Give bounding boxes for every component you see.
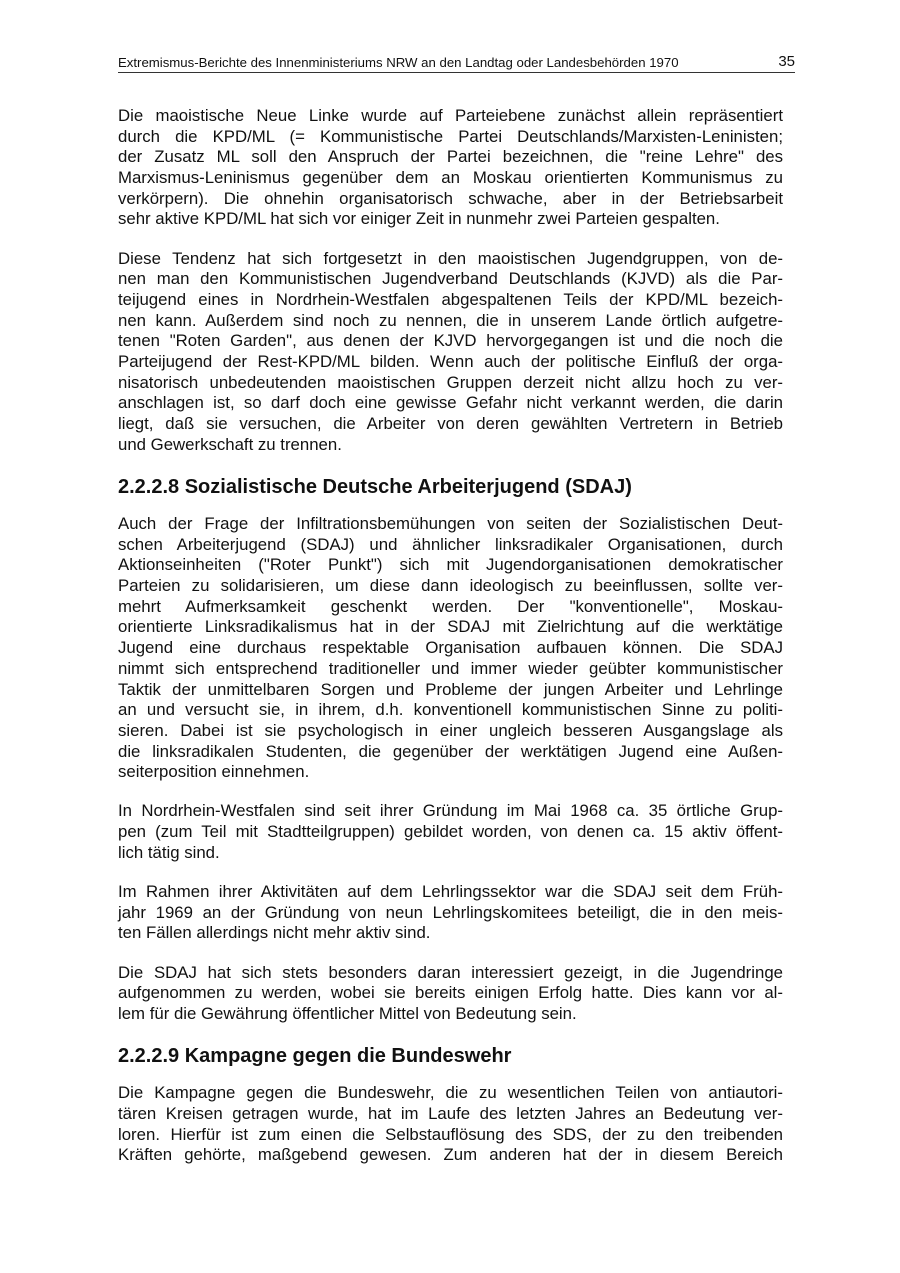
page-body	[118, 106, 783, 1184]
text-line: ten Fällen allerdings nicht mehr aktiv sind.	[118, 923, 431, 943]
text-line: Kräften gehörte, maßgebend gewesen. Zum anderen hat der in diesem Bereich	[118, 1145, 783, 1165]
paragraph	[118, 801, 783, 863]
section-heading: 2.2.2.8 Sozialistische Deutsche Arbeiterjugend (SDAJ)	[118, 476, 632, 498]
paragraph	[118, 514, 783, 783]
paragraph	[118, 106, 783, 230]
paragraph	[118, 1083, 783, 1166]
text-line: Parteijugend der Rest-KPD/ML bilden. Wenn auch der politische Einfluß der orga-	[118, 352, 783, 372]
page-number: 35	[778, 53, 795, 70]
section-heading: 2.2.2.9 Kampagne gegen die Bundeswehr	[118, 1045, 512, 1068]
text-line: pen (zum Teil mit Stadtteilgruppen) gebildet worden, von denen ca. 15 aktiv öffent-	[118, 822, 783, 842]
text-line: lich tätig sind.	[118, 842, 220, 862]
text-line: sehr aktive KPD/ML hat sich vor einiger Zeit in nunmehr zwei Parteien gespalten.	[118, 209, 720, 229]
text-line: Parteien zu solidarisieren, um diese dann ideologisch zu beeinflussen, sollte ver-	[118, 576, 783, 596]
text-line: liegt, daß sie versuchen, die Arbeiter von deren gewählten Vertretern in Betrieb	[118, 414, 783, 434]
text-line: an und versucht sie, in ihrem, d.h. konventionell kommunistischen Sinne zu politi-	[118, 700, 783, 720]
text-line: nen man den Kommunistischen Jugendverband Deutschlands (KJVD) als die Par-	[118, 269, 783, 289]
text-line: tenen "Roten Garden", aus denen der KJVD hervorgegangen ist und die noch die	[118, 331, 783, 351]
text-line: Die Kampagne gegen die Bundeswehr, die zu wesentlichen Teilen von antiautori-	[118, 1083, 783, 1103]
text-line: loren. Hierfür ist zum einen die Selbstauflösung des SDS, der zu den treibenden	[118, 1124, 783, 1144]
text-line: Die SDAJ hat sich stets besonders daran interessiert gezeigt, in die Jugendringe	[118, 962, 783, 982]
text-line: aufgenommen zu werden, wobei sie bereits einigen Erfolg hatte. Dies kann vor al-	[118, 983, 783, 1003]
text-line: Diese Tendenz hat sich fortgesetzt in den maoistischen Jugendgruppen, von de-	[118, 248, 783, 268]
text-line: Jugend eine durchaus respektable Organisation aufbauen können. Die SDAJ	[118, 638, 783, 658]
text-line: tären Kreisen getragen wurde, hat im Laufe des letzten Jahres an Bedeutung ver-	[118, 1103, 783, 1123]
text-line: und Gewerkschaft zu trennen.	[118, 434, 342, 454]
text-line: anschlagen ist, so darf doch eine gewisse Gefahr nicht verkannt werden, die darin	[118, 393, 783, 413]
text-line: nisatorisch unbedeutenden maoistischen Gruppen derzeit nicht allzu hoch zu ver-	[118, 372, 783, 392]
text-line: die linksradikalen Studenten, die gegenüber der werktätigen Jugend eine Außen-	[118, 741, 783, 761]
text-line: orientierte Linksradikalismus hat in der SDAJ mit Zielrichtung auf die werktätige	[118, 617, 783, 637]
paragraph	[118, 249, 783, 456]
text-line: nen kann. Außerdem sind noch zu nennen, die in unserem Lande örtlich aufgetre-	[118, 310, 783, 330]
running-header	[118, 53, 795, 73]
text-line: der Zusatz ML soll den Anspruch der Partei bezeichnen, die "reine Lehre" des	[118, 147, 783, 167]
text-line: Im Rahmen ihrer Aktivitäten auf dem Lehrlingssektor war die SDAJ seit dem Früh-	[118, 882, 783, 901]
text-line: verkörpern). Die ohnehin organisatorisch schwache, aber in der Betriebsarbeit	[118, 188, 783, 208]
text-line: sieren. Dabei ist sie psychologisch in einer ungleich besseren Ausgangslage als	[118, 720, 783, 740]
text-line: teijugend eines in Nordrhein-Westfalen abgespaltenen Teils der KPD/ML bezeich-	[118, 290, 783, 309]
header-title: Extremismus-Berichte des Innenministeriums NRW an den Landtag oder Landesbehörden 1970	[118, 55, 679, 70]
text-line: lem für die Gewährung öffentlicher Mittel von Bedeutung sein.	[118, 1003, 577, 1023]
text-line: In Nordrhein-Westfalen sind seit ihrer Gründung im Mai 1968 ca. 35 örtliche Grup-	[118, 801, 783, 821]
paragraph	[118, 963, 783, 1025]
text-line: seiterposition einnehmen.	[118, 762, 310, 782]
text-line: Marxismus-Leninismus gegenüber dem an Moskau orientierten Kommunismus zu	[118, 168, 783, 188]
text-line: Auch der Frage der Infiltrationsbemühungen von seiten der Sozialistischen Deut-	[118, 514, 783, 533]
text-line: Taktik der unmittelbaren Sorgen und Probleme der jungen Arbeiter und Lehrlinge	[118, 679, 783, 699]
paragraph	[118, 882, 783, 944]
text-line: durch die KPD/ML (= Kommunistische Partei Deutschlands/Marxisten-Leninisten;	[118, 126, 783, 146]
text-line: Die maoistische Neue Linke wurde auf Parteiebene zunächst allein repräsentiert	[118, 106, 783, 125]
text-line: Aktionseinheiten ("Roter Punkt") sich mit Jugendorganisationen demokratischer	[118, 555, 783, 575]
text-line: nimmt sich entsprechend traditioneller und immer wieder geübter kommunistischer	[118, 658, 783, 678]
text-line: jahr 1969 an der Gründung von neun Lehrlingskomitees beteiligt, die in den meis-	[118, 902, 783, 922]
text-line: schen Arbeiterjugend (SDAJ) und ähnlicher linksradikaler Organisationen, durch	[118, 534, 783, 554]
text-line: mehrt Aufmerksamkeit geschenkt werden. Der "konventionelle", Moskau-	[118, 596, 783, 616]
